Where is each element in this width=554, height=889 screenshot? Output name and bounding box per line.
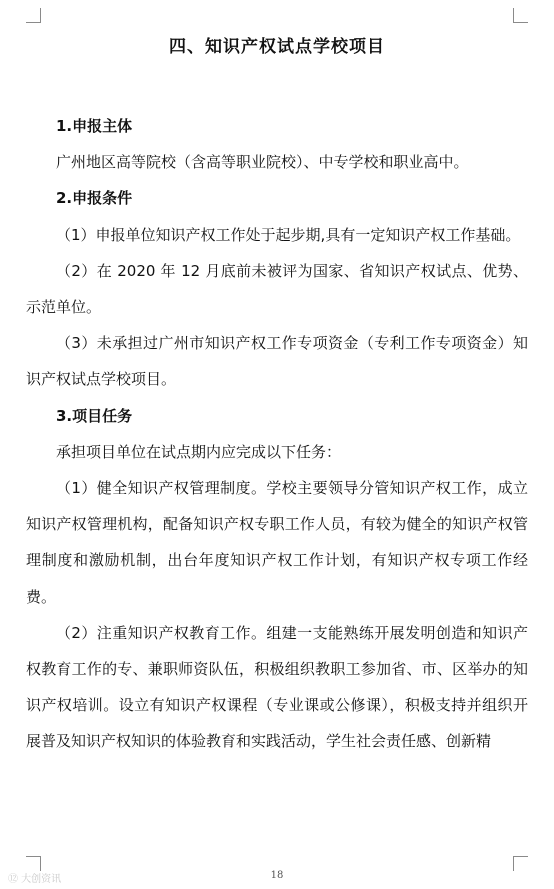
task-1: （1）健全知识产权管理制度。学校主要领导分管知识产权工作，成立知识产权管理机构，配备知识产权专职工作人员，有较为健全的知识产权管理制度和激励机制，出台年度知识产权工作计划，有知识产权专项工作经费。 <box>26 479 528 606</box>
section-1-text: 广州地区高等院校（含高等职业院校）、中专学校和职业高中。 <box>56 153 469 172</box>
condition-1: （1）申报单位知识产权工作处于起步期,具有一定知识产权工作基础。 <box>56 225 521 244</box>
task-2: （2）注重知识产权教育工作。组建一支能熟练开展发明创造和知识产权教育工作的专、兼职师资队伍，积极组织教职工参加省、市、区举办的知识产权培训。设立有知识产权课程（专业课或公修课），积极支持并组织开展普及知识产权知识的体验教育和实践活动，学生社会责任感、创新精 <box>26 623 528 751</box>
crop-mark-bottom-right <box>513 856 528 871</box>
condition-3: （3）未承担过广州市知识产权工作专项资金（专利工作专项资金）知识产权试点学校项目。 <box>26 334 528 389</box>
document-body <box>26 108 528 760</box>
section-3-intro: 承担项目单位在试点期内应完成以下任务： <box>56 442 342 461</box>
crop-mark-top-left <box>26 8 41 23</box>
document-title: 四、知识产权试点学校项目 <box>169 37 385 57</box>
section-1-heading: 1.申报主体 <box>56 117 133 135</box>
section-3-heading: 3.项目任务 <box>56 406 133 425</box>
page-number: 18 <box>270 870 284 881</box>
condition-2: （2）在 2020 年 12 月底前未被评为国家、省知识产权试点、优势、示范单位。 <box>26 261 528 317</box>
crop-mark-bottom-left <box>26 856 41 871</box>
section-2-heading: 2.申报条件 <box>56 189 133 208</box>
crop-mark-top-right <box>513 8 528 23</box>
watermark: ⑫ 大创资讯 <box>8 874 62 885</box>
